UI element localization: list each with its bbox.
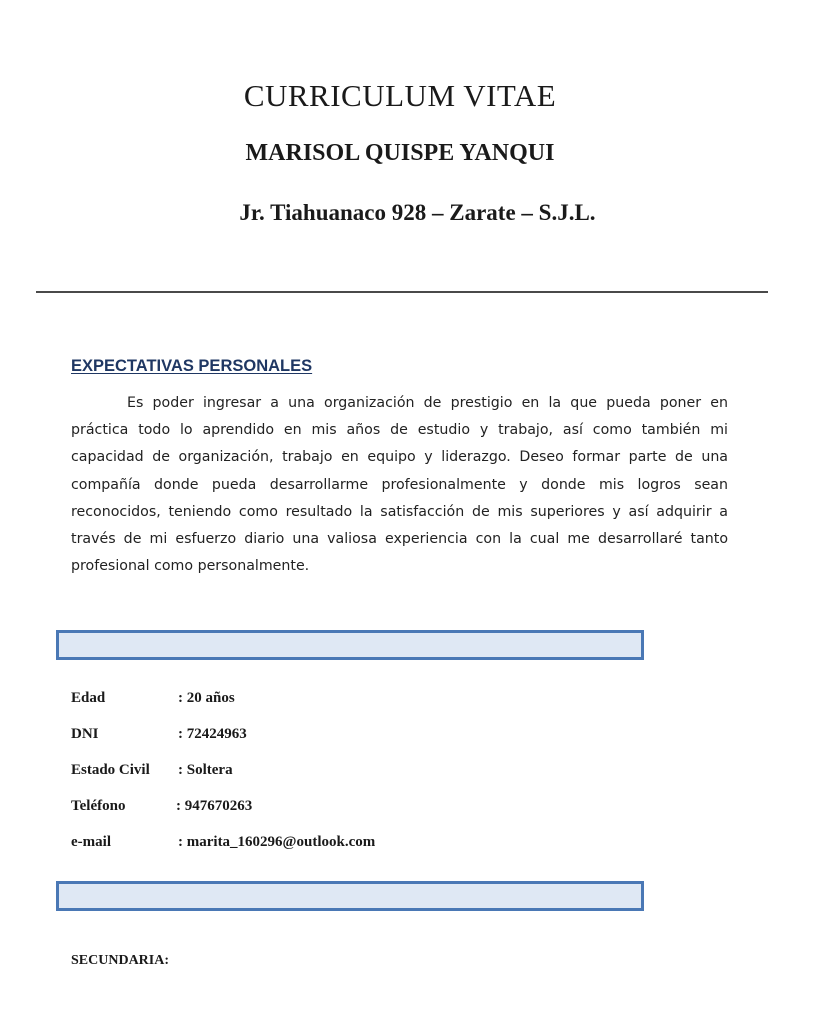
info-value: : marita_160296@outlook.com [178, 834, 376, 850]
info-label: DNI [71, 726, 99, 742]
info-value: : Soltera [178, 762, 233, 778]
info-value: : 947670263 [176, 798, 253, 814]
info-row-dni [71, 726, 247, 743]
expectativas-paragraph: Es poder ingresar a una organización de prestigio en la que pueda poner en práctica todo lo aprendido en mis años de estudio y trabajo, así como también mi capacidad de organización, trabajo en equipo y liderazgo. Deseo formar parte de una compañía donde pueda desarrollarme profesionalmente y donde mis logros sean reconocidos, teniendo como resultado la satisfacción de mis superiores y así adquirir a través de mi esfuerzo diario una valiosa experiencia con la cual me desarrollaré tanto profesional como personalmente. [71, 395, 728, 575]
info-value: : 72424963 [178, 726, 247, 742]
info-row-edad [71, 690, 235, 707]
info-row-estado-civil [71, 762, 233, 779]
secundaria-heading: SECUNDARIA: [71, 953, 170, 968]
document-title: CURRICULUM VITAE [243, 78, 557, 113]
section-bar-identificacion [56, 630, 644, 660]
info-row-telefono [71, 798, 253, 815]
candidate-address: Jr. Tiahuanaco 928 – Zarate – S.J.L. [239, 200, 596, 225]
info-label: Estado Civil [71, 762, 150, 778]
info-label: Teléfono [71, 798, 126, 814]
section-heading-expectativas: EXPECTATIVAS PERSONALES [71, 357, 313, 375]
info-row-email [71, 834, 376, 851]
info-label: e-mail [71, 834, 111, 850]
candidate-name: MARISOL QUISPE YANQUI [245, 140, 555, 166]
info-value: : 20 años [178, 690, 235, 706]
horizontal-divider [36, 291, 768, 293]
info-label: Edad [71, 690, 106, 706]
section-bar-educacion [56, 881, 644, 911]
